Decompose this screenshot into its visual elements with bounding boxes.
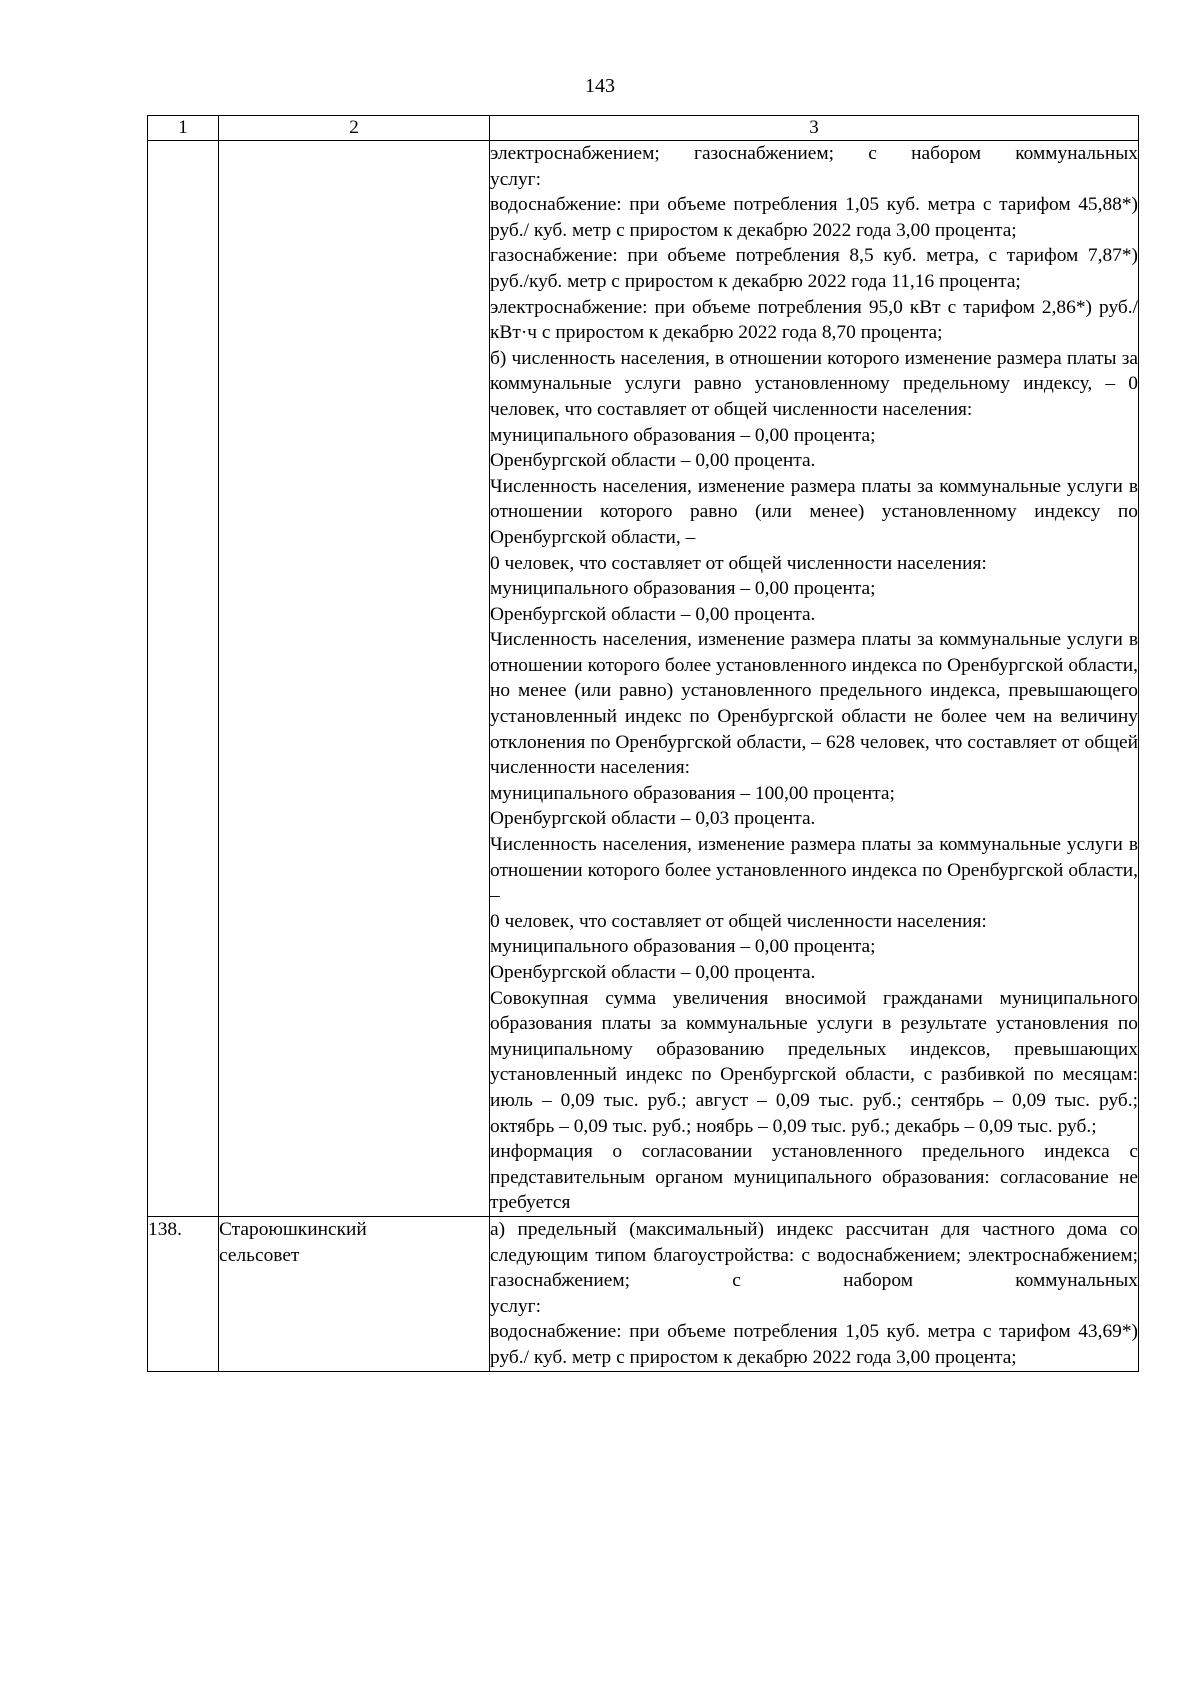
table-header-row bbox=[148, 116, 1139, 141]
description-paragraph: 0 человек, что составляет от общей численности населения: bbox=[490, 910, 987, 932]
description-paragraph: Численность населения, изменение размера платы за коммунальные услуги в отношении которого более установленного индекса по Оренбургской области, но менее (или равно) установленного предельного индекса, превышающего установленный индекс по Оренбургской области не более чем на величину отклонения по Оренбургской области, – 628 человек, что составляет от общей численности населения: bbox=[490, 629, 1138, 779]
page-number: 143 bbox=[585, 75, 615, 97]
description-paragraph: Оренбургской области – 0,00 процента. bbox=[490, 603, 816, 625]
description-paragraph: информация о согласовании установленного предельного индекса с представительным органом муниципального образования: согласование не требуется bbox=[490, 1141, 1138, 1214]
description-paragraph: б) численность населения, в отношении которого изменение размера платы за коммунальные услуги равно установленному предельному индексу, – 0 человек, что составляет от общей численности населения: bbox=[490, 347, 1138, 420]
description-paragraph: водоснабжение: при объеме потребления 1,05 куб. метра с тарифом 43,69*) руб./ куб. метр с приростом к декабрю 2022 года 3,00 процента; bbox=[490, 1321, 1138, 1368]
description-paragraph: услуг: bbox=[490, 168, 542, 190]
row-number-cell: 138. bbox=[148, 1216, 219, 1371]
description-paragraph: электроснабжение: при объеме потребления 95,0 кВт с тарифом 2,86*) руб./кВт·ч с приростом к декабрю 2022 года 8,70 процента; bbox=[490, 296, 1138, 344]
municipality-name-line: Староюшкинский bbox=[219, 1218, 367, 1240]
description-paragraph: муниципального образования – 0,00 процента; bbox=[490, 936, 876, 958]
description-paragraph: Оренбургской области – 0,00 процента. bbox=[490, 962, 816, 983]
description-cell bbox=[490, 141, 1139, 1217]
description-paragraph: муниципального образования – 0,00 процента; bbox=[490, 578, 876, 600]
document-table bbox=[147, 115, 1139, 1372]
description-paragraph: Совокупная сумма увеличения вносимой гражданами муниципального образования платы за коммунальные услуги в результате установления по муниципальному образованию предельных индексов, превышающих установленный индекс по Оренбургской области, с разбивкой по месяцам: июль – 0,09 тыс. руб.; август – 0,09 тыс. руб.; сентябрь – 0,09 тыс. руб.; октябрь – 0,09 тыс. руб.; ноябрь – 0,09 тыс. руб.; декабрь – 0,09 тыс. руб.; bbox=[490, 987, 1138, 1137]
description-paragraph: водоснабжение: при объеме потребления 1,05 куб. метра с тарифом 45,88*) руб./ куб. метр с приростом к декабрю 2022 года 3,00 процента; bbox=[490, 194, 1138, 241]
row-number-cell bbox=[148, 141, 219, 1217]
description-paragraph: а) предельный (максимальный) индекс рассчитан для частного дома со следующим типом благоустройства: с водоснабжением; электроснабжением; газоснабжением; с набором коммунальных bbox=[490, 1218, 1138, 1292]
column-header-3: 3 bbox=[490, 116, 1139, 141]
table-row-138 bbox=[148, 1216, 1139, 1371]
description-paragraph: газоснабжение: при объеме потребления 8,5 куб. метра, с тарифом 7,87*) руб./куб. метр с приростом к декабрю 2022 года 11,16 процента; bbox=[490, 245, 1138, 292]
description-paragraph: Численность населения, изменение размера платы за коммунальные услуги в отношении которого равно (или менее) установленному индексу по Оренбургской области, – bbox=[490, 475, 1138, 548]
municipality-name-cell bbox=[219, 141, 490, 1217]
description-cell bbox=[490, 1216, 1139, 1371]
column-header-1: 1 bbox=[148, 116, 219, 141]
column-header-2: 2 bbox=[219, 116, 490, 141]
description-paragraph: 0 человек, что составляет от общей численности населения: bbox=[490, 552, 987, 574]
municipality-name-cell bbox=[219, 1216, 490, 1371]
description-paragraph: услуг: bbox=[490, 1295, 542, 1317]
table-row-continuation bbox=[148, 141, 1139, 1217]
description-paragraph: муниципального образования – 100,00 процента; bbox=[490, 782, 895, 804]
description-paragraph: Оренбургской области – 0,03 процента. bbox=[490, 808, 816, 830]
description-paragraph: Оренбургской области – 0,00 процента. bbox=[490, 450, 816, 472]
municipality-name-line: сельсовет bbox=[219, 1244, 300, 1266]
description-paragraph: электроснабжением; газоснабжением; с набором коммунальных bbox=[490, 143, 1138, 164]
description-paragraph: муниципального образования – 0,00 процента; bbox=[490, 424, 876, 446]
description-paragraph: Численность населения, изменение размера платы за коммунальные услуги в отношении которого более установленного индекса по Оренбургской области, – bbox=[490, 834, 1138, 907]
